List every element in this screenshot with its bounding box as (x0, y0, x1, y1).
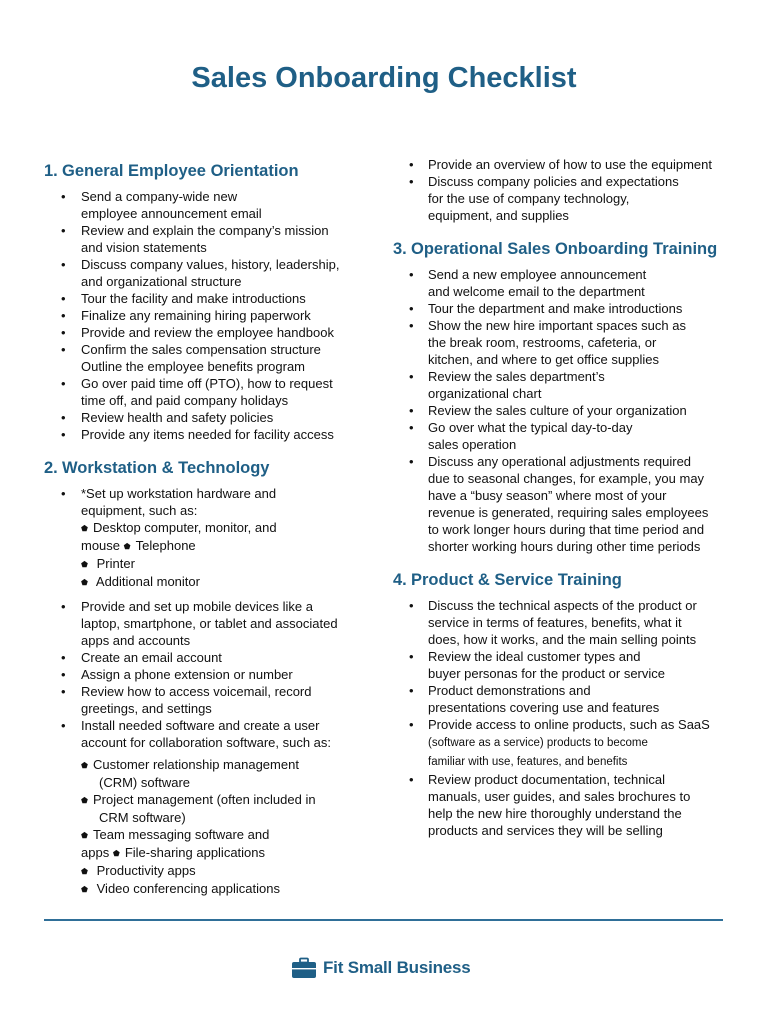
list-item: • Review the sales culture of your organization (393, 402, 733, 419)
list-item: • Provide any items needed for facility access (44, 426, 374, 443)
list-item: • Provide and review the employee handbook (44, 324, 374, 341)
workstation-list (44, 598, 374, 751)
list-item: • Review how to access voicemail, record greetings, and settings (44, 683, 374, 717)
list-item: • Create an email account (44, 649, 374, 666)
list-item: • Assign a phone extension or number (44, 666, 374, 683)
list-item: • Discuss company values, history, leadership, and organizational structure (44, 256, 374, 290)
general-orientation-list (44, 188, 374, 443)
list-item: • Send a company-wide new employee announcement email (44, 188, 374, 222)
pentagon-bullet-icon: ⬟ (81, 796, 88, 805)
list-item: • Provide access to online products, such as SaaS (software as a service) products to become familiar with use, features, and benefits (393, 716, 733, 771)
workstation-setup-list (44, 485, 374, 519)
list-item: • Review the sales department’s organizational chart (393, 368, 733, 402)
page-title: Sales Onboarding Checklist (191, 62, 577, 94)
list-item: • Show the new hire important spaces such as the break room, restrooms, cafeteria, or kitchen, and where to get office supplies (393, 317, 733, 368)
list-item: • Product demonstrations and presentations covering use and features (393, 682, 733, 716)
pentagon-bullet-icon: ⬟ (81, 885, 88, 894)
sub-list-item: ⬟ Additional monitor (81, 574, 200, 589)
left-column (44, 160, 374, 898)
list-item: • Tour the department and make introductions (393, 300, 733, 317)
workstation-continued-list (393, 156, 733, 224)
list-item: • Provide an overview of how to use the equipment (393, 156, 733, 173)
list-item: • Discuss any operational adjustments required due to seasonal changes, for example, you may have a “busy season” where most of your revenue is generated, requiring sales employees to work longer hours during that time period and shorter working hours during other time periods (393, 453, 733, 555)
list-item: • Review product documentation, technical manuals, user guides, and sales brochures to help the new hire thoroughly understand the products and services they will be selling (393, 771, 733, 839)
section-heading-operational-training: 3. Operational Sales Onboarding Training (393, 240, 718, 258)
pentagon-bullet-icon: ⬟ (81, 524, 88, 533)
section-heading-general-orientation: 1. General Employee Orientation (44, 162, 299, 180)
list-item: • Review and explain the company’s mission and vision statements (44, 222, 374, 256)
pentagon-bullet-icon: ⬟ (123, 542, 131, 551)
pentagon-bullet-icon: ⬟ (81, 867, 88, 876)
list-item: • Review health and safety policies (44, 409, 374, 426)
software-sublist (44, 756, 374, 898)
logo-text: Fit Small Business (323, 958, 471, 977)
pentagon-bullet-icon: ⬟ (81, 560, 88, 569)
sub-list-item: ⬟ Desktop computer, monitor, and mouse ⬟ Telephone (81, 520, 277, 553)
pentagon-bullet-icon: ⬟ (81, 761, 88, 770)
list-item: • Send a new employee announcement and welcome email to the department (393, 266, 733, 300)
pentagon-bullet-icon: ⬟ (112, 849, 120, 858)
operational-training-list (393, 266, 733, 555)
sub-list-item: ⬟ Team messaging software and apps ⬟ File-sharing applications (81, 827, 270, 860)
sub-list-item: ⬟ Project management (often included in CRM software) (81, 792, 316, 825)
list-item: • Go over what the typical day-to-day sales operation (393, 419, 733, 453)
list-item: • Go over paid time off (PTO), how to request time off, and paid company holidays (44, 375, 374, 409)
sub-list-item: ⬟ Video conferencing applications (81, 881, 280, 896)
pentagon-bullet-icon: ⬟ (81, 578, 88, 587)
list-item: • Confirm the sales compensation structure Outline the employee benefits program (44, 341, 374, 375)
sub-list-item: ⬟ Printer (81, 556, 135, 571)
list-item: • Discuss the technical aspects of the product or service in terms of features, benefits, what it does, how it works, and the main selling points (393, 597, 733, 648)
section-heading-workstation: 2. Workstation & Technology (44, 459, 270, 477)
right-column (393, 156, 733, 839)
footer-logo (291, 954, 471, 982)
list-item: • Provide and set up mobile devices like a laptop, smartphone, or tablet and associated apps and accounts (44, 598, 374, 649)
briefcase-icon (291, 957, 317, 979)
sub-list-item: ⬟ Productivity apps (81, 863, 196, 878)
pentagon-bullet-icon: ⬟ (81, 831, 88, 840)
hardware-sublist (44, 519, 374, 591)
list-item: • Review the ideal customer types and buyer personas for the product or service (393, 648, 733, 682)
list-item: • *Set up workstation hardware and equipment, such as: (44, 485, 374, 519)
sub-list-item: ⬟ Customer relationship management (CRM) software (81, 757, 299, 790)
list-item: • Discuss company policies and expectations for the use of company technology, equipment, and supplies (393, 173, 733, 224)
list-item: • Install needed software and create a user account for collaboration software, such as: (44, 717, 374, 751)
section-heading-product-training: 4. Product & Service Training (393, 571, 622, 589)
footer-divider (44, 919, 723, 921)
list-item: • Tour the facility and make introductions (44, 290, 374, 307)
list-item: • Finalize any remaining hiring paperwork (44, 307, 374, 324)
product-training-list (393, 597, 733, 839)
